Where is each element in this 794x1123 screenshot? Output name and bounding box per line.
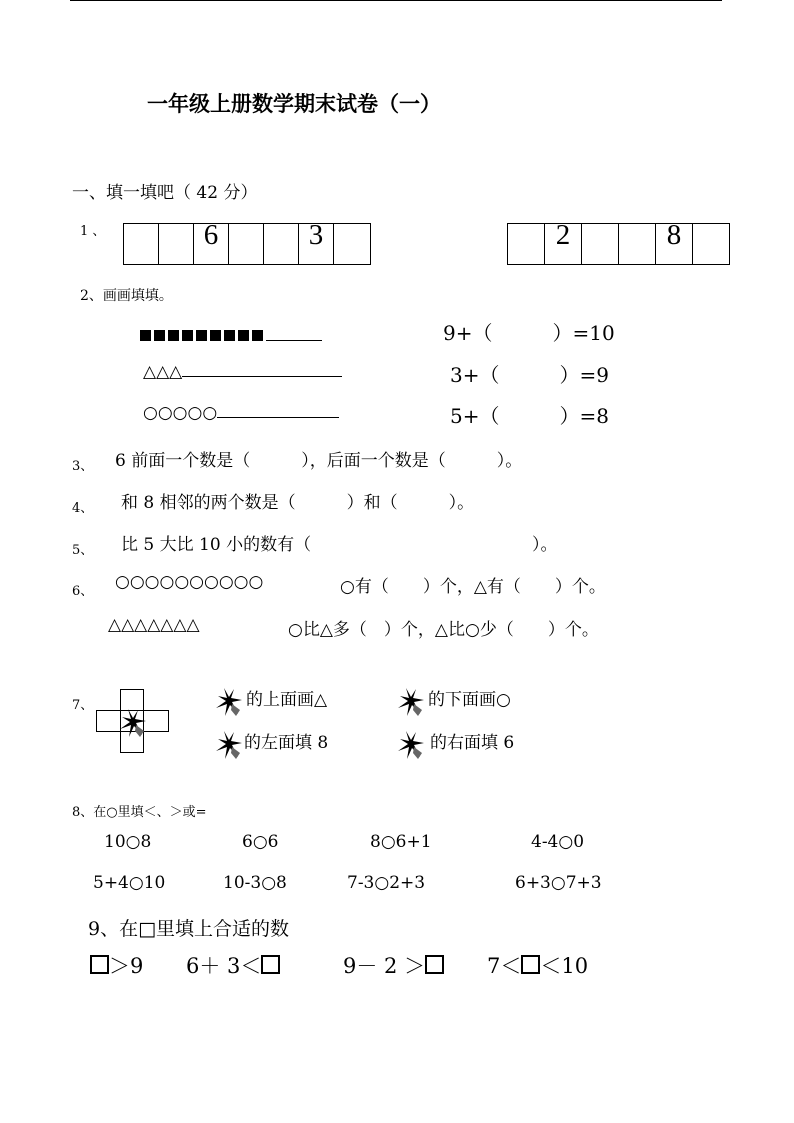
q2-triangles-row: [143, 362, 342, 382]
q8-item[interactable]: 8○6+1: [370, 832, 432, 852]
q8-item[interactable]: 6○6: [242, 832, 279, 852]
flower-icon: [118, 707, 148, 739]
q8-item[interactable]: 10○8: [104, 832, 152, 852]
q1-cell: 6: [193, 223, 229, 265]
answer-box[interactable]: [261, 955, 280, 974]
q8-item[interactable]: 4-4○0: [531, 832, 585, 852]
flower-icon: [396, 686, 426, 718]
circles: ○○○○○: [143, 403, 218, 423]
black-square: [168, 330, 179, 341]
q6-number: 6、: [72, 584, 94, 599]
q7-instruction-d: 的右面填 6: [430, 733, 515, 753]
q9-expr-3: [343, 950, 444, 980]
q5-text[interactable]: 比 5 大比 10 小的数有（ ）。: [121, 535, 558, 555]
q2-equation-2[interactable]: 3+（ ）=9: [450, 363, 609, 387]
answer-line[interactable]: [182, 375, 342, 377]
q1-cell: 2: [544, 223, 582, 265]
q9-label: [88, 914, 289, 941]
black-square: [154, 330, 165, 341]
answer-box[interactable]: [90, 955, 109, 974]
q2-squares-row: [140, 326, 322, 345]
q9-expr-1-text: ＞9: [109, 954, 144, 978]
q2-equation-3[interactable]: 5+（ ）=8: [450, 404, 609, 428]
black-square: [210, 330, 221, 341]
q1-label: 1 、: [80, 224, 106, 239]
q1-cell: 3: [298, 223, 334, 265]
answer-line[interactable]: [217, 416, 339, 418]
section-heading: 一、填一填吧（ 42 分）: [72, 183, 258, 203]
q4-text[interactable]: 和 8 相邻的两个数是（ ）和（ ）。: [121, 493, 475, 513]
q4-number: 4、: [72, 501, 94, 516]
q1-cell[interactable]: [158, 223, 194, 265]
q8-item[interactable]: 7-3○2+3: [347, 873, 426, 893]
q7-number: 7、: [72, 698, 94, 713]
triangles: △△△: [143, 362, 183, 382]
q9-expr-4-text-b: ＜10: [540, 954, 589, 978]
answer-box[interactable]: [521, 955, 540, 974]
q1-box-row-2: [507, 219, 730, 265]
q2-equation-1[interactable]: 9+（ ）=10: [443, 321, 615, 345]
q1-cell[interactable]: [507, 223, 545, 265]
answer-box[interactable]: [425, 955, 444, 974]
q9-expr-3-text: 9－ 2 ＞: [343, 954, 426, 978]
q1-box-row-1: [123, 219, 371, 265]
black-squares: [140, 326, 266, 345]
top-rule: [70, 0, 722, 1]
flower-icon: [214, 729, 244, 761]
q9-expr-2: [186, 950, 280, 980]
q1-cell[interactable]: [228, 223, 264, 265]
q8-item[interactable]: 10-3○8: [223, 873, 287, 893]
q3-text[interactable]: 6 前面一个数是（ ），后面一个数是（ ）。: [115, 451, 523, 471]
black-square: [224, 330, 235, 341]
q7-instruction-c: 的左面填 8: [244, 733, 329, 753]
flower-icon: [396, 729, 426, 761]
black-square: [140, 330, 151, 341]
q1-cell[interactable]: [618, 223, 656, 265]
q6-line-1[interactable]: ○有（ ）个，△有（ ）个。: [340, 577, 606, 597]
q8-label: 8、在○里填＜、＞或=: [72, 805, 207, 820]
q7-instruction-a: 的上面画△: [246, 690, 328, 710]
black-square: [252, 330, 263, 341]
q1-cell[interactable]: [333, 223, 371, 265]
q8-item[interactable]: 6+3○7+3: [515, 873, 602, 893]
answer-line[interactable]: [266, 339, 322, 341]
q6-triangles: △△△△△△△: [108, 615, 200, 635]
black-square: [196, 330, 207, 341]
q1-cell[interactable]: [123, 223, 159, 265]
q7-instruction-b: 的下面画○: [428, 690, 511, 710]
q9-expr-4-text-a: 7＜: [487, 954, 522, 978]
black-square: [182, 330, 193, 341]
q1-cell[interactable]: [263, 223, 299, 265]
q1-cell[interactable]: [692, 223, 730, 265]
q2-label: 2、画画填填。: [80, 288, 173, 304]
page-title: 一年级上册数学期末试卷（一）: [147, 91, 441, 116]
q6-circles: ○○○○○○○○○○: [115, 572, 264, 592]
q2-circles-row: [143, 403, 339, 423]
q5-number: 5、: [72, 543, 94, 558]
q1-cell: 8: [655, 223, 693, 265]
q9-expr-1: [90, 950, 143, 980]
q9-expr-4: [487, 950, 588, 980]
q1-cell[interactable]: [581, 223, 619, 265]
q6-line-2[interactable]: ○比△多（ ）个，△比○少（ ）个。: [288, 620, 599, 640]
q8-item[interactable]: 5+4○10: [93, 873, 166, 893]
black-square: [238, 330, 249, 341]
flower-icon: [214, 686, 244, 718]
q9-expr-2-text: 6＋ 3＜: [186, 954, 262, 978]
q9-label-text: 9、在□里填上合适的数: [88, 918, 290, 940]
q3-number: 3、: [72, 459, 94, 474]
